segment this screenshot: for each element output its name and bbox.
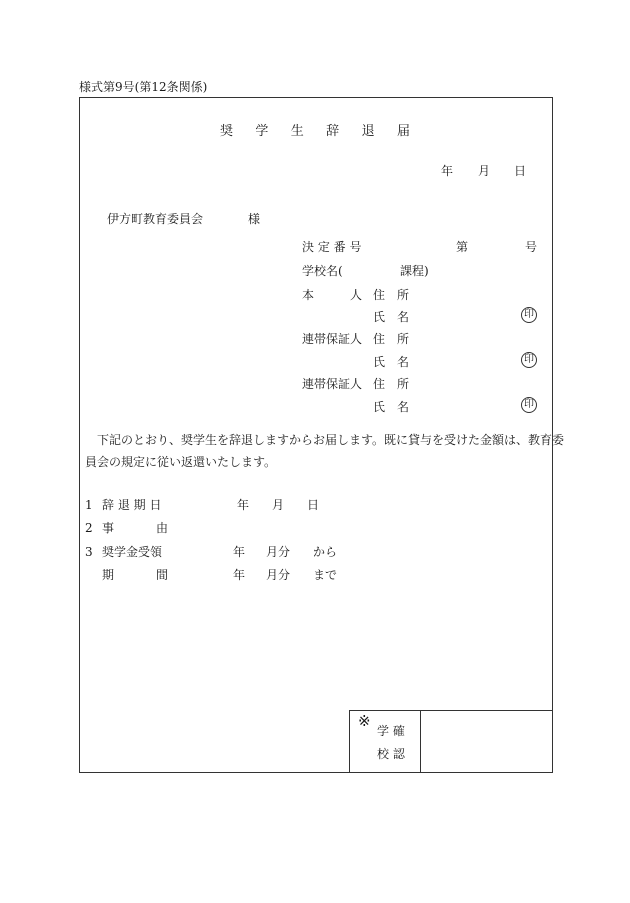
title-char: 学 xyxy=(255,124,269,139)
item3b-suffix: まで xyxy=(313,568,338,582)
guarantor2-name-label: 氏 名 xyxy=(373,400,410,414)
title-char: 辞 xyxy=(326,124,340,139)
item3b-year: 年 xyxy=(233,568,246,582)
applicant-nin: 人 xyxy=(350,288,363,302)
title-char: 退 xyxy=(361,124,375,139)
item1-month: 月 xyxy=(272,498,285,512)
school-label: 学校名( xyxy=(302,264,343,278)
item3-year: 年 xyxy=(233,545,246,559)
guarantor2-address-label: 住 所 xyxy=(373,377,410,391)
form-title xyxy=(220,120,410,139)
date-year: 年 xyxy=(441,164,454,178)
applicant-address-label: 住 所 xyxy=(373,288,410,302)
title-char: 届 xyxy=(396,124,410,139)
guarantor1-name-label: 氏 名 xyxy=(373,355,410,369)
form-number: 様式第9号(第12条関係) xyxy=(79,80,208,94)
title-char: 生 xyxy=(290,124,304,139)
title-char: 奨 xyxy=(220,124,234,139)
addressee-name: 伊方町教育委員会 xyxy=(107,212,204,226)
confirm-row1: 学 確 xyxy=(377,724,405,738)
item3-month: 月分 xyxy=(266,545,291,559)
date-month: 月 xyxy=(478,164,491,178)
confirmation-divider xyxy=(420,710,421,772)
addressee-honorific: 様 xyxy=(248,212,261,226)
item2-label-b: 由 xyxy=(156,521,169,535)
item3b-month: 月分 xyxy=(266,568,291,582)
decision-go: 号 xyxy=(525,240,538,254)
confirm-row2: 校 認 xyxy=(377,747,405,761)
applicant-hon: 本 xyxy=(302,288,315,302)
item3-label: 奨学金受領 xyxy=(102,545,163,559)
item2-number: 2 xyxy=(85,521,93,535)
item2-label-a: 事 xyxy=(102,521,115,535)
item3-number: 3 xyxy=(85,545,93,559)
reference-mark: ※ xyxy=(358,712,371,730)
item3b-label-a: 期 xyxy=(102,568,115,582)
item1-number: 1 xyxy=(85,498,93,512)
body-text-line1: 下記のとおり、奨学生を辞退しますからお届します。既に貸与を受けた金額は、教育委 xyxy=(97,433,565,447)
guarantor1-address-label: 住 所 xyxy=(373,332,410,346)
decision-number-label: 決 定 番 号 xyxy=(302,240,362,254)
applicant-name-label: 氏 名 xyxy=(373,310,410,324)
body-text-line2: 員会の規定に従い返還いたします。 xyxy=(85,455,277,469)
seal-mark: 印 xyxy=(521,352,537,368)
item1-year: 年 xyxy=(237,498,250,512)
item3-suffix: から xyxy=(313,545,338,559)
guarantor2-label: 連帯保証人 xyxy=(302,377,363,391)
item1-label: 辞 退 期 日 xyxy=(102,498,162,512)
school-confirmation-box xyxy=(349,710,552,773)
decision-dai: 第 xyxy=(456,240,469,254)
seal-mark: 印 xyxy=(521,307,537,323)
item1-day: 日 xyxy=(307,498,320,512)
item3b-label-b: 間 xyxy=(156,568,169,582)
seal-mark: 印 xyxy=(521,397,537,413)
guarantor1-label: 連帯保証人 xyxy=(302,332,363,346)
date-day: 日 xyxy=(514,164,527,178)
school-course: 課程) xyxy=(400,264,429,278)
